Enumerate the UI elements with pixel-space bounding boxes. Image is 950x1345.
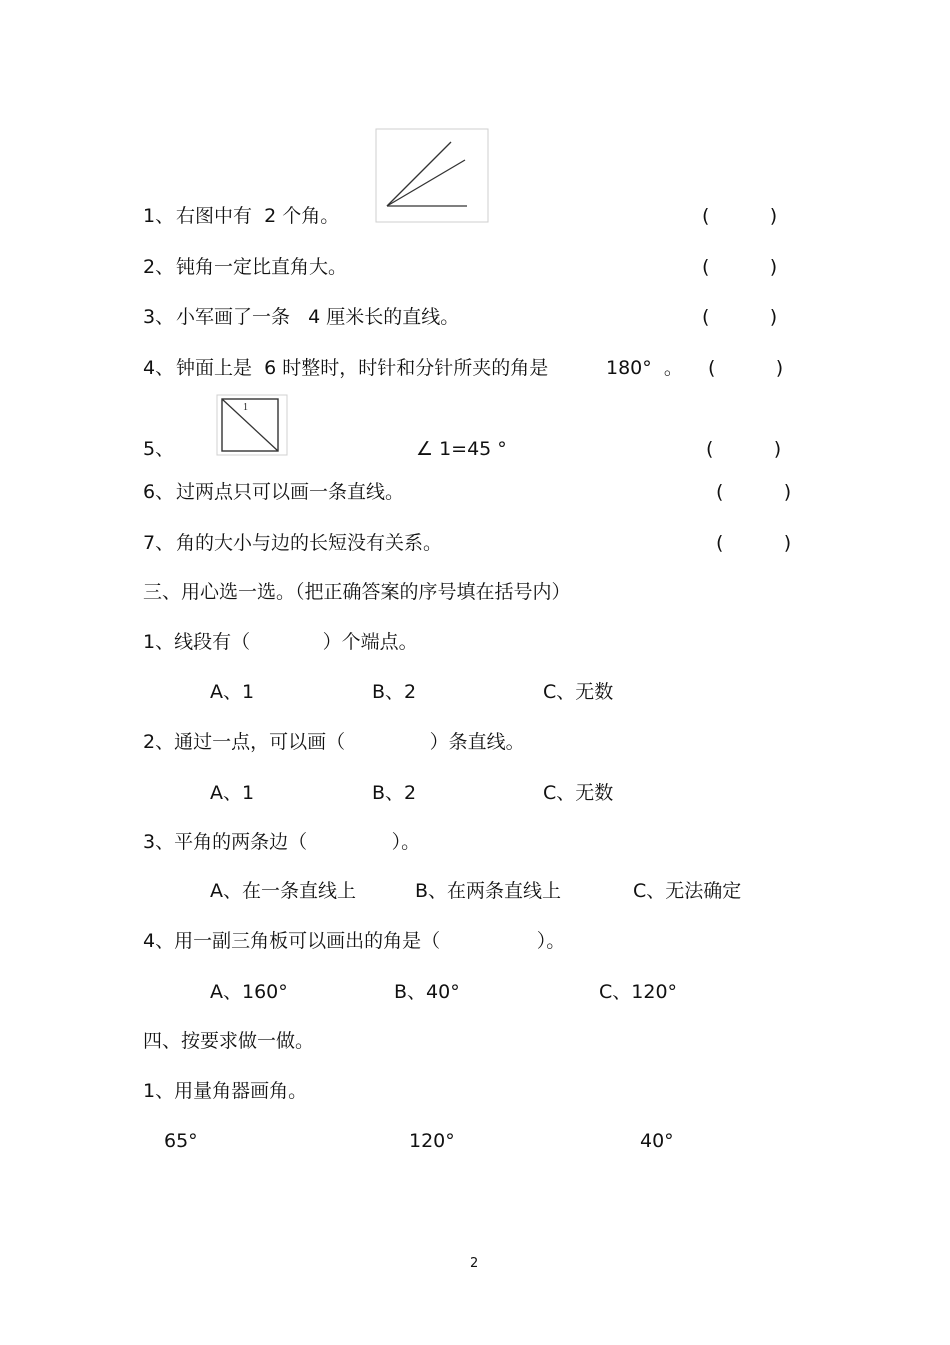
- square-diagonal-figure: [216, 394, 288, 456]
- judgement-2-answer[interactable]: ( ): [702, 256, 778, 278]
- judgement-3-answer[interactable]: ( ): [702, 306, 778, 328]
- judgement-2-number: 2、: [143, 256, 175, 278]
- section-3-title: 三、用心选一选。（把正确答案的序号填在括号内）: [143, 581, 571, 603]
- judgement-6-text: 过两点只可以画一条直线。: [176, 481, 405, 503]
- page-number: 2: [470, 1256, 479, 1271]
- judgement-3-text: 小军画了一条 4 厘米长的直线。: [176, 306, 460, 328]
- judgement-6-number: 6、: [143, 481, 175, 503]
- choice-4-option-a[interactable]: A、160°: [210, 981, 288, 1003]
- judgement-7-number: 7、: [143, 532, 175, 554]
- choice-1-option-b[interactable]: B、2: [372, 681, 417, 703]
- angle-65: 65°: [164, 1130, 198, 1152]
- judgement-5-answer[interactable]: ( ): [706, 438, 782, 460]
- judgement-6-answer[interactable]: ( ): [716, 481, 792, 503]
- judgement-4-text: 钟面上是 6 时整时，时针和分针所夹的角是: [176, 357, 549, 379]
- choice-4-option-b[interactable]: B、40°: [394, 981, 460, 1003]
- choice-3-option-a[interactable]: A、在一条直线上: [210, 880, 356, 902]
- judgement-7-text: 角的大小与边的长短没有关系。: [176, 532, 443, 554]
- judgement-4-answer[interactable]: ( ): [708, 357, 784, 379]
- judgement-5-number: 5、: [143, 438, 175, 460]
- choice-2-stem: 2、通过一点，可以画（ ）条直线。: [143, 731, 525, 753]
- choice-3-option-c[interactable]: C、无法确定: [633, 880, 742, 902]
- section-4-title: 四、按要求做一做。: [143, 1030, 315, 1052]
- judgement-4-number: 4、: [143, 357, 175, 379]
- choice-3-stem: 3、平角的两条边（ ）。: [143, 831, 421, 853]
- judgement-2-text: 钝角一定比直角大。: [176, 256, 348, 278]
- choice-3-option-b[interactable]: B、在两条直线上: [415, 880, 562, 902]
- draw-angle-question: 1、用量角器画角。: [143, 1080, 308, 1102]
- two-angles-figure: [375, 128, 489, 224]
- judgement-5-angle: ∠ 1=45 °: [416, 438, 507, 460]
- angle-40: 40°: [640, 1130, 674, 1152]
- judgement-1-text: 右图中有 2 个角。: [176, 205, 340, 227]
- choice-1-stem: 1、线段有（ ）个端点。: [143, 631, 418, 653]
- choice-1-option-c[interactable]: C、无数: [543, 681, 614, 703]
- judgement-7-answer[interactable]: ( ): [716, 532, 792, 554]
- choice-2-option-b[interactable]: B、2: [372, 782, 417, 804]
- choice-4-option-c[interactable]: C、120°: [599, 981, 678, 1003]
- judgement-3-number: 3、: [143, 306, 175, 328]
- choice-4-stem: 4、用一副三角板可以画出的角是（ ）。: [143, 930, 566, 952]
- choice-2-option-a[interactable]: A、1: [210, 782, 255, 804]
- angle-label: 1: [243, 402, 248, 413]
- judgement-1-answer[interactable]: ( ): [702, 205, 778, 227]
- choice-1-option-a[interactable]: A、1: [210, 681, 255, 703]
- choice-2-option-c[interactable]: C、无数: [543, 782, 614, 804]
- angle-120: 120°: [409, 1130, 455, 1152]
- judgement-4-angle: 180° 。: [606, 357, 683, 379]
- judgement-1-number: 1、: [143, 205, 175, 227]
